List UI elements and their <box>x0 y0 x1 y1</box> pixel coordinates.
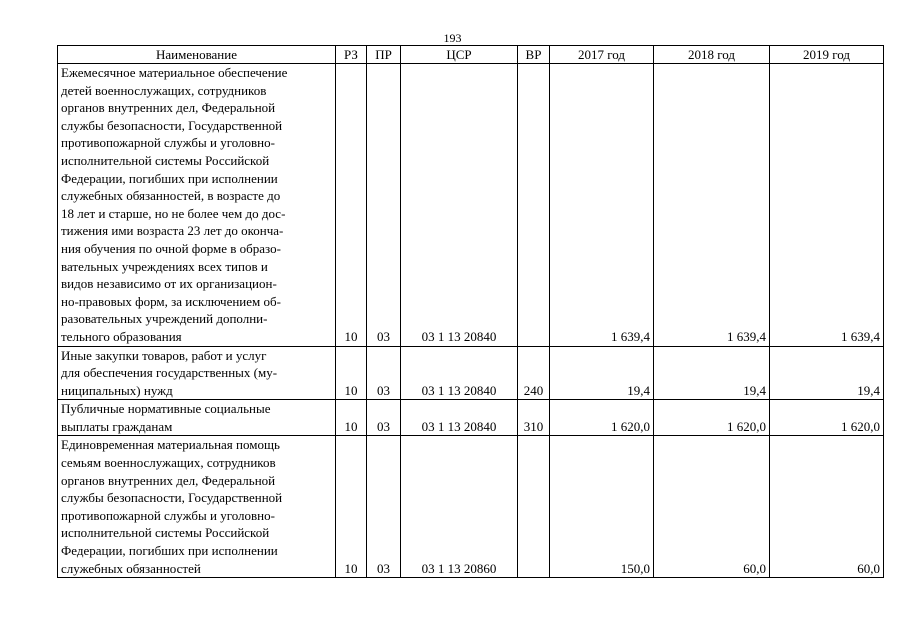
row-name-line: органов внутренних дел, Федеральной <box>61 100 276 116</box>
header-vr: ВР <box>518 46 550 64</box>
row-name-line: противопожарной службы и уголовно- <box>61 135 275 151</box>
row-name-line: семьям военнослужащих, сотрудников <box>61 455 276 471</box>
header-2018: 2018 год <box>654 46 770 64</box>
header-pr: ПР <box>367 46 401 64</box>
row-rz: 10 <box>336 64 367 347</box>
row-name-line: Федерации, погибших при исполнении <box>61 543 278 559</box>
row-name-line: 18 лет и старше, но не более чем до дос- <box>61 205 286 221</box>
header-rz: РЗ <box>336 46 367 64</box>
row-2019: 19,4 <box>770 346 884 400</box>
row-2019: 1 639,4 <box>770 64 884 347</box>
table-body <box>58 64 884 578</box>
row-pr: 03 <box>367 436 401 578</box>
row-name-line: Федерации, погибших при исполнении <box>61 170 278 186</box>
row-name-line: выплаты гражданам <box>61 418 173 434</box>
row-name-line: исполнительной системы Российской <box>61 152 270 168</box>
row-name-line: служебных обязанностей, в возрасте до <box>61 188 281 204</box>
table-row <box>58 436 884 578</box>
row-name-line: вательных учреждениях всех типов и <box>61 258 268 274</box>
table-row <box>58 64 884 347</box>
row-csr: 03 1 13 20840 <box>401 400 518 436</box>
row-2017: 150,0 <box>550 436 654 578</box>
row-2018: 19,4 <box>654 346 770 400</box>
header-2019: 2019 год <box>770 46 884 64</box>
row-2017: 19,4 <box>550 346 654 400</box>
row-name <box>58 346 336 400</box>
row-vr: 310 <box>518 400 550 436</box>
row-2018: 1 639,4 <box>654 64 770 347</box>
table-row <box>58 346 884 400</box>
row-2017: 1 620,0 <box>550 400 654 436</box>
row-name-line: детей военнослужащих, сотрудников <box>61 82 267 98</box>
row-name-line: ния обучения по очной форме в образо- <box>61 240 281 256</box>
row-name-line: тижения ими возраста 23 лет до оконча- <box>61 223 284 239</box>
row-name-line: видов независимо от их организацион- <box>61 276 277 292</box>
row-2018: 60,0 <box>654 436 770 578</box>
row-rz: 10 <box>336 436 367 578</box>
header-csr: ЦСР <box>401 46 518 64</box>
header-name: Наименование <box>58 46 336 64</box>
row-name-line: разовательных учреждений дополни- <box>61 311 268 327</box>
row-pr: 03 <box>367 64 401 347</box>
row-name-line: Публичные нормативные социальные <box>61 401 271 417</box>
row-name-line: службы безопасности, Государственной <box>61 490 283 506</box>
row-name <box>58 400 336 436</box>
row-rz: 10 <box>336 400 367 436</box>
row-name-line: для обеспечения государственных (му- <box>61 365 278 381</box>
row-name-line: служебных обязанностей <box>61 560 201 576</box>
row-vr <box>518 436 550 578</box>
budget-table <box>57 45 884 578</box>
page-number: 193 <box>443 31 462 45</box>
row-csr: 03 1 13 20860 <box>401 436 518 578</box>
row-name-line: Ежемесячное материальное обеспечение <box>61 65 288 80</box>
row-pr: 03 <box>367 346 401 400</box>
row-pr: 03 <box>367 400 401 436</box>
row-rz: 10 <box>336 346 367 400</box>
row-csr: 03 1 13 20840 <box>401 64 518 347</box>
row-name-line: службы безопасности, Государственной <box>61 117 283 133</box>
row-name-line: но-правовых форм, за исключением об- <box>61 293 281 309</box>
row-name <box>58 64 336 347</box>
row-csr: 03 1 13 20840 <box>401 346 518 400</box>
row-2019: 1 620,0 <box>770 400 884 436</box>
row-name-line: Единовременная материальная помощь <box>61 437 280 453</box>
row-name-line: противопожарной службы и уголовно- <box>61 507 275 523</box>
header-2017: 2017 год <box>550 46 654 64</box>
row-name-line: органов внутренних дел, Федеральной <box>61 472 276 488</box>
row-name-line: ниципальных) нужд <box>61 382 173 398</box>
row-name-line: исполнительной системы Российской <box>61 525 270 541</box>
row-2019: 60,0 <box>770 436 884 578</box>
row-vr: 240 <box>518 346 550 400</box>
row-name-line: Иные закупки товаров, работ и услуг <box>61 347 267 363</box>
header-row <box>58 46 884 64</box>
table-row <box>58 400 884 436</box>
row-name <box>58 436 336 578</box>
row-vr <box>518 64 550 347</box>
row-name-line: тельного образования <box>61 328 182 344</box>
row-2017: 1 639,4 <box>550 64 654 347</box>
row-2018: 1 620,0 <box>654 400 770 436</box>
